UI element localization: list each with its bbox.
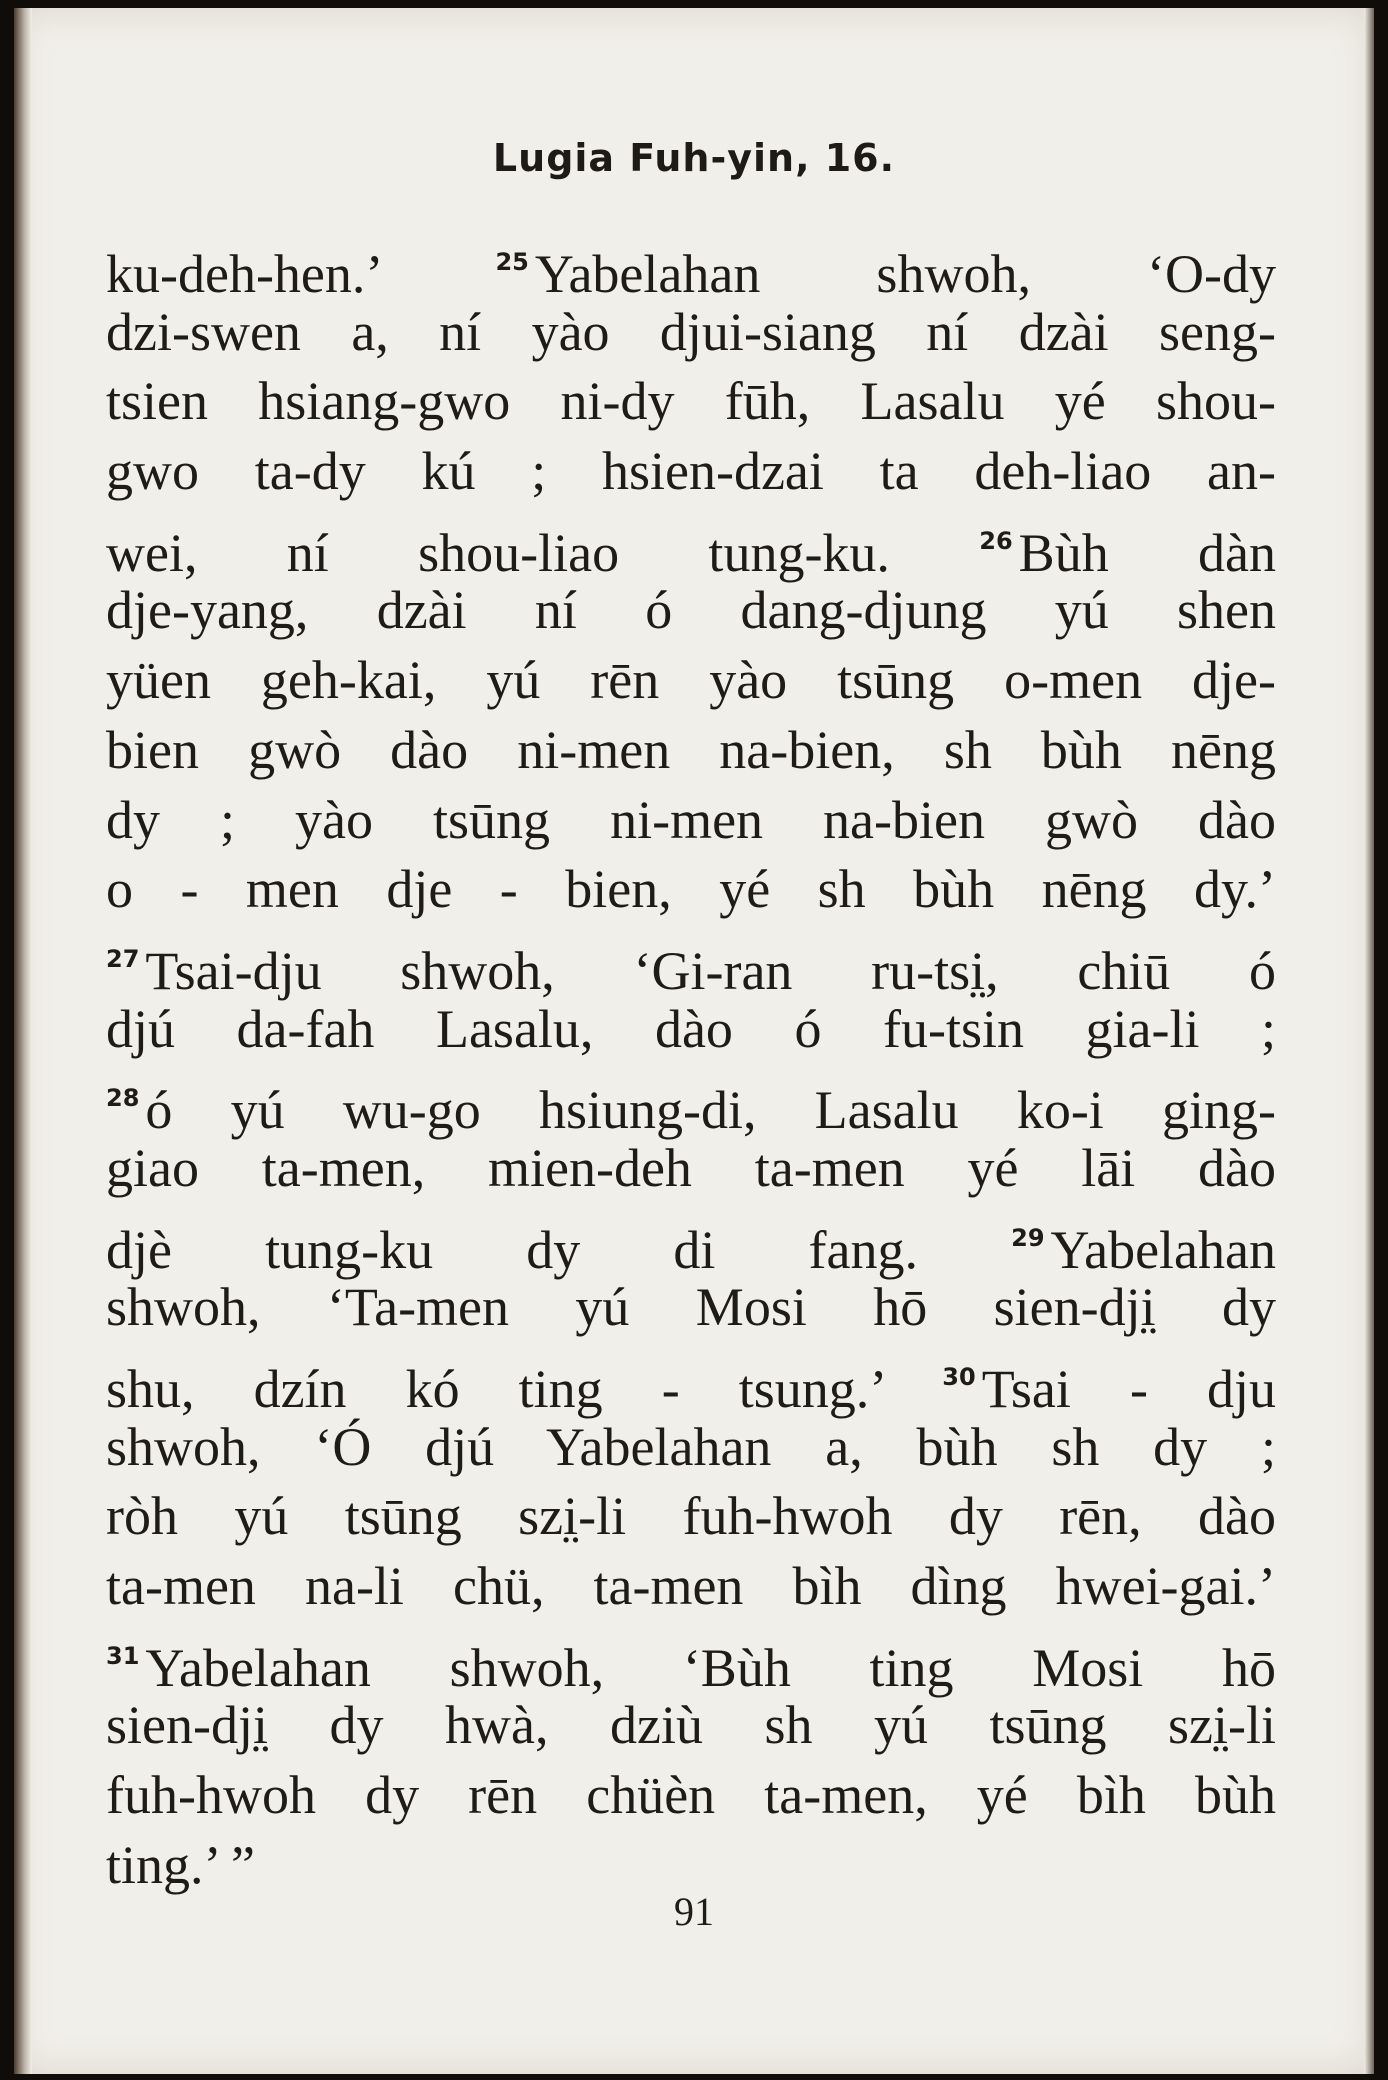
- text-segment: ròh yú tsūng szi̤-li fuh-hwoh dy rēn, dào: [106, 1486, 1276, 1547]
- text-segment: yüen geh-kai, yú rēn yào tsūng o-men dje-: [106, 650, 1276, 711]
- text-segment: Tsai - dju: [981, 1359, 1276, 1419]
- text-line: [106, 228, 1276, 304]
- text-segment: shwoh, ‘Ta-men yú Mosi hō sien-dji̤ dy: [106, 1277, 1276, 1338]
- text-line: [106, 1413, 1276, 1483]
- text-segment: wei, ní shou-liao tung-ku.: [106, 522, 980, 583]
- verse-number: 30: [942, 1363, 976, 1391]
- text-segment: shu, dzín kó ting - tsung.’: [106, 1359, 943, 1419]
- page-number: 91: [674, 1889, 714, 1934]
- verse-number: 28: [106, 1084, 140, 1113]
- text-line: [106, 507, 1276, 583]
- text-segment: Bùh dàn: [1018, 522, 1276, 583]
- text-line: [106, 925, 1276, 1001]
- text-line: [106, 786, 1276, 856]
- text-line: [106, 367, 1276, 437]
- text-line: [106, 1761, 1276, 1831]
- text-segment: ting.’ ”: [106, 1834, 255, 1895]
- text-segment: djú da-fah Lasalu, dào ó fu-tsin gia-li ;: [106, 998, 1276, 1059]
- text-line: [106, 1343, 1276, 1419]
- text-segment: giao ta-men, mien-deh ta-men yé lāi dào: [106, 1137, 1276, 1198]
- body-text: [106, 228, 1276, 1901]
- text-segment: dje-yang, dzài ní ó dang-djung yú shen: [106, 580, 1276, 641]
- text-line: [106, 1134, 1276, 1204]
- text-segment: gwo ta-dy kú ; hsien-dzai ta deh-liao an-: [106, 441, 1276, 502]
- text-line: [106, 1691, 1276, 1761]
- text-line: [106, 298, 1276, 368]
- text-line: [106, 1552, 1276, 1622]
- text-line: [106, 1204, 1276, 1280]
- page-gutter-shadow: [14, 8, 32, 2074]
- text-segment: dy ; yào tsūng ni-men na-bien gwò dào: [106, 789, 1276, 850]
- verse-number: 26: [979, 526, 1013, 555]
- book-page: [14, 8, 1374, 2074]
- text-segment: djè tung-ku dy di fang.: [106, 1219, 1012, 1280]
- text-line: [106, 716, 1276, 786]
- text-segment: Yabelahan: [1050, 1219, 1276, 1280]
- verse-number: 29: [1011, 1223, 1045, 1252]
- text-segment: ta-men na-li chü, ta-men bìh dìng hwei-gai.’: [106, 1556, 1276, 1617]
- text-segment: Yabelahan shwoh, ‘Bùh ting Mosi hō: [145, 1637, 1276, 1698]
- text-line: [106, 1064, 1276, 1141]
- text-segment: o - men dje - bien, yé sh bùh nēng dy.’: [106, 859, 1276, 920]
- text-segment: fuh-hwoh dy rēn chüèn ta-men, yé bìh bùh: [106, 1765, 1276, 1826]
- verse-number: 27: [106, 944, 140, 973]
- verse-number: 31: [106, 1641, 140, 1670]
- text-segment: ó yú wu-go hsiung-di, Lasalu ko-i ging-: [145, 1080, 1276, 1141]
- running-header: Lugia Fuh-yin, 16.: [492, 136, 896, 180]
- verse-number: 25: [495, 248, 529, 276]
- text-segment: dzi-swen a, ní yào djui-siang ní dzài seng-: [106, 301, 1276, 362]
- text-line: [106, 437, 1276, 507]
- text-line: [106, 1622, 1276, 1698]
- text-segment: shwoh, ‘Ó djú Yabelahan a, bùh sh dy ;: [106, 1416, 1276, 1477]
- page-edge-shadow: [1364, 8, 1374, 2074]
- text-line: [106, 1482, 1276, 1552]
- text-segment: Tsai-dju shwoh, ‘Gi-ran ru-tsi̤, chiū ó: [145, 940, 1276, 1001]
- text-segment: sien-dji̤ dy hwà, dziù sh yú tsūng szi̤-li: [106, 1695, 1276, 1756]
- text-segment: bien gwò dào ni-men na-bien, sh bùh nēng: [106, 719, 1276, 780]
- text-line: [106, 1273, 1276, 1343]
- text-segment: ku-deh-hen.’: [106, 244, 496, 304]
- text-line: [106, 855, 1276, 925]
- text-segment: tsien hsiang-gwo ni-dy fūh, Lasalu yé shou-: [106, 371, 1276, 432]
- text-segment: Yabelahan shwoh, ‘O-dy: [534, 244, 1276, 304]
- text-line: [106, 646, 1276, 716]
- text-line: [106, 995, 1276, 1065]
- text-line: [106, 576, 1276, 646]
